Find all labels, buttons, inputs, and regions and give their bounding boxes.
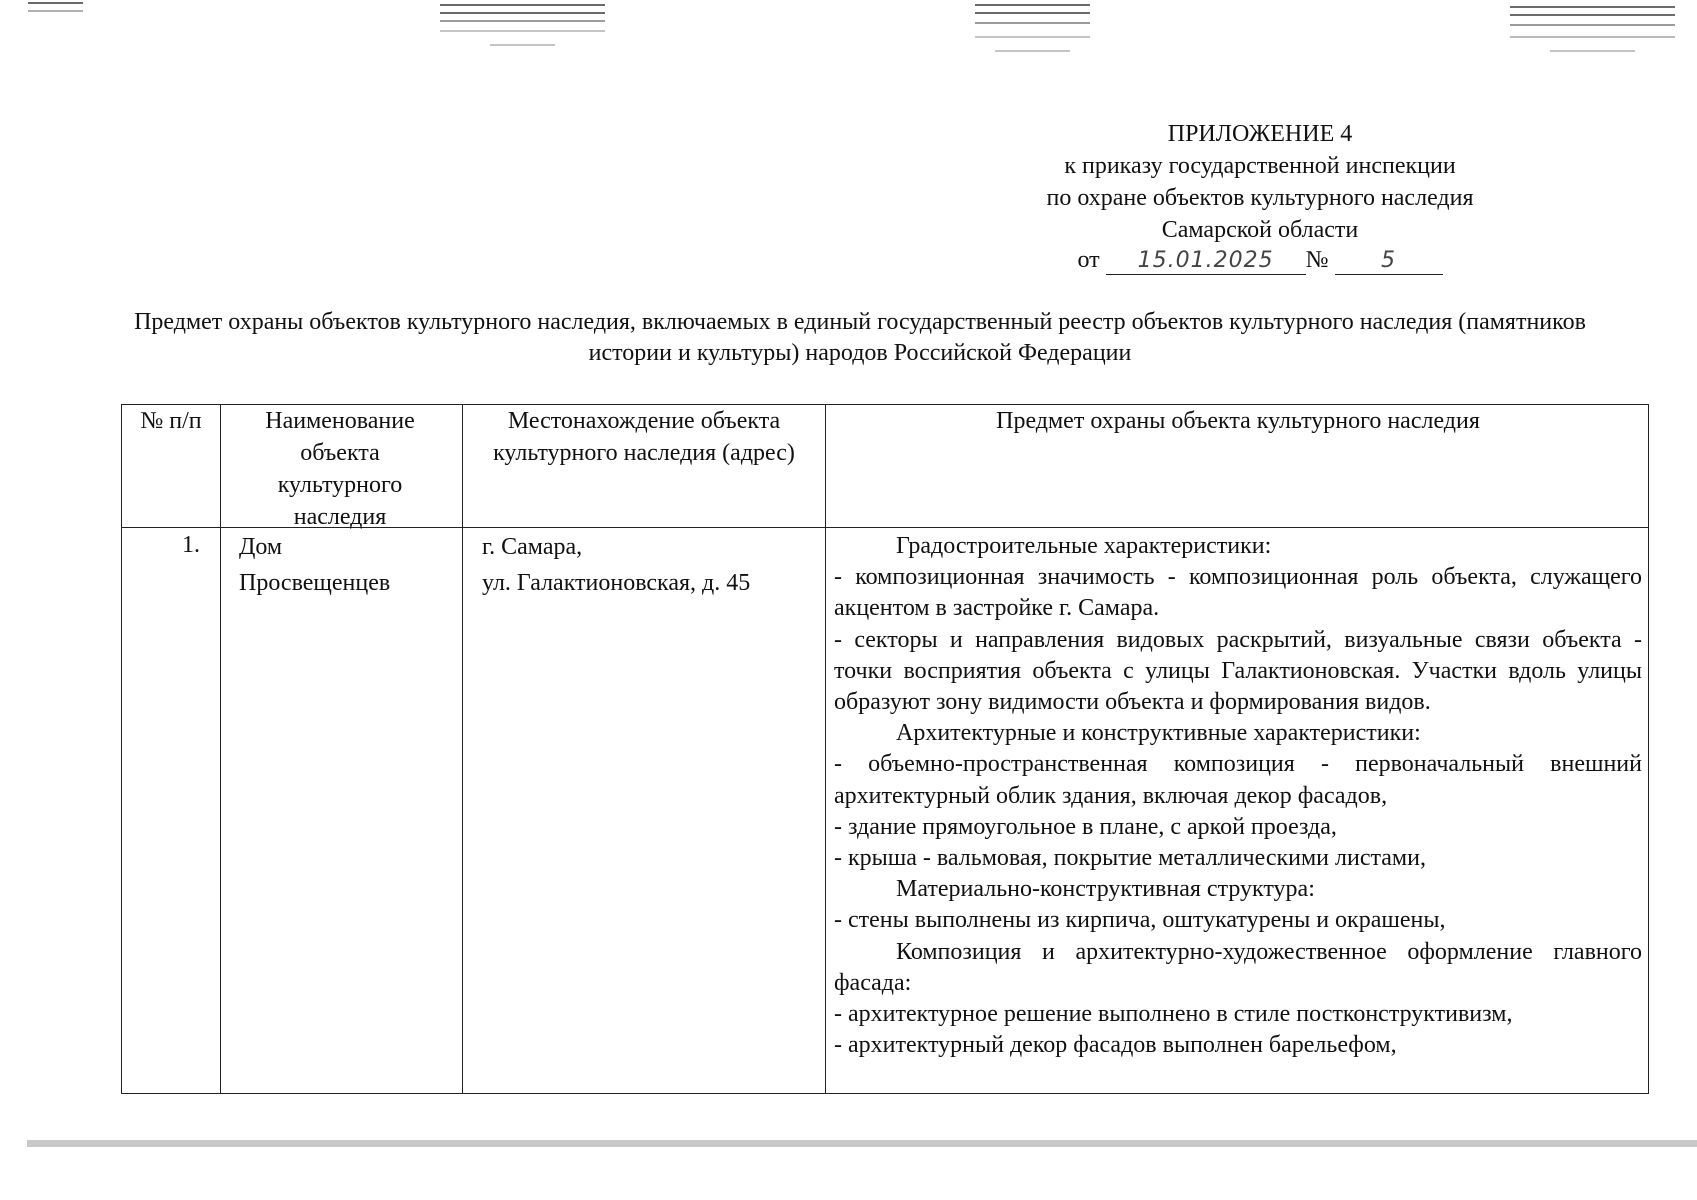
section-heading: Материально-конструктивная структура:	[896, 876, 1315, 903]
column-divider	[220, 405, 221, 1093]
protection-subject-table	[121, 404, 1649, 1094]
object-location	[482, 529, 822, 601]
annex-line: к приказу государственной инспекции	[1064, 153, 1456, 179]
location-line: г. Самара,	[482, 534, 583, 560]
scan-artifact	[440, 0, 605, 62]
header-location: Местонахождение объекта культурного наследия (адрес)	[493, 408, 795, 466]
section-heading: Градостроительные характеристики:	[896, 533, 1272, 559]
document-title: Предмет охраны объектов культурного наследия, включаемых в единый государственный реестр объектов культурного наследия (памятников истории и культуры) народов Российской Федерации	[134, 309, 1586, 366]
location-line: ул. Галактионовская, д. 45	[482, 570, 751, 596]
row-number: 1.	[182, 532, 200, 558]
annex-line: Самарской области	[1161, 217, 1359, 243]
section-heading: Композиция и архитектурно-художественное оформление главного фасада:	[834, 938, 1642, 996]
subject-item: - здание прямоугольное в плане, с аркой проезда,	[834, 813, 1337, 840]
subject-item: - архитектурный декор фасадов выполнен барельефом,	[834, 1032, 1397, 1059]
page-bottom-rule	[27, 1140, 1697, 1147]
object-name-line: Просвещенцев	[239, 570, 391, 596]
annex-header	[980, 118, 1540, 276]
protection-subject-text	[834, 531, 1642, 1061]
header-name: Наименование объекта культурного наследия	[265, 408, 415, 530]
annex-title: ПРИЛОЖЕНИЕ 4	[1167, 121, 1353, 147]
subject-item: - стены выполнены из кирпича, оштукатурены и окрашены,	[834, 907, 1446, 934]
subject-item: - крыша - вальмовая, покрытие металлическими листами,	[834, 845, 1426, 872]
scan-artifact	[975, 0, 1090, 62]
order-number-handwritten: 5	[1335, 248, 1443, 275]
scan-artifact	[1510, 0, 1675, 62]
header-subject: Предмет охраны объекта культурного наследия	[996, 408, 1480, 434]
subject-item: - композиционная значимость - композиционная роль объекта, служащего акцентом в застройке г. Самара.	[834, 564, 1642, 622]
object-name-line: Дом	[239, 534, 283, 560]
order-date-line	[980, 244, 1540, 276]
order-date-handwritten: 15.01.2025	[1106, 248, 1306, 275]
annex-line: по охране объектов культурного наследия	[1046, 185, 1474, 211]
subject-item: - архитектурное решение выполнено в стиле постконструктивизм,	[834, 1001, 1513, 1028]
column-divider	[462, 405, 463, 1093]
header-num: № п/п	[140, 408, 202, 434]
subject-item: - объемно-пространственная композиция - первоначальный внешний архитектурный облик здания, включая декор фасадов,	[834, 751, 1642, 809]
number-prefix: №	[1305, 247, 1329, 273]
scan-artifact	[28, 0, 83, 62]
object-name	[239, 529, 454, 601]
date-prefix: от	[1077, 247, 1100, 273]
section-heading: Архитектурные и конструктивные характеристики:	[896, 720, 1421, 747]
subject-item: - секторы и направления видовых раскрытий, визуальные связи объекта - точки восприятия объекта с улицы Галактионовская. Участки вдоль улицы образуют зону видимости объекта и формирования видов.	[834, 626, 1642, 716]
column-divider	[825, 405, 826, 1093]
